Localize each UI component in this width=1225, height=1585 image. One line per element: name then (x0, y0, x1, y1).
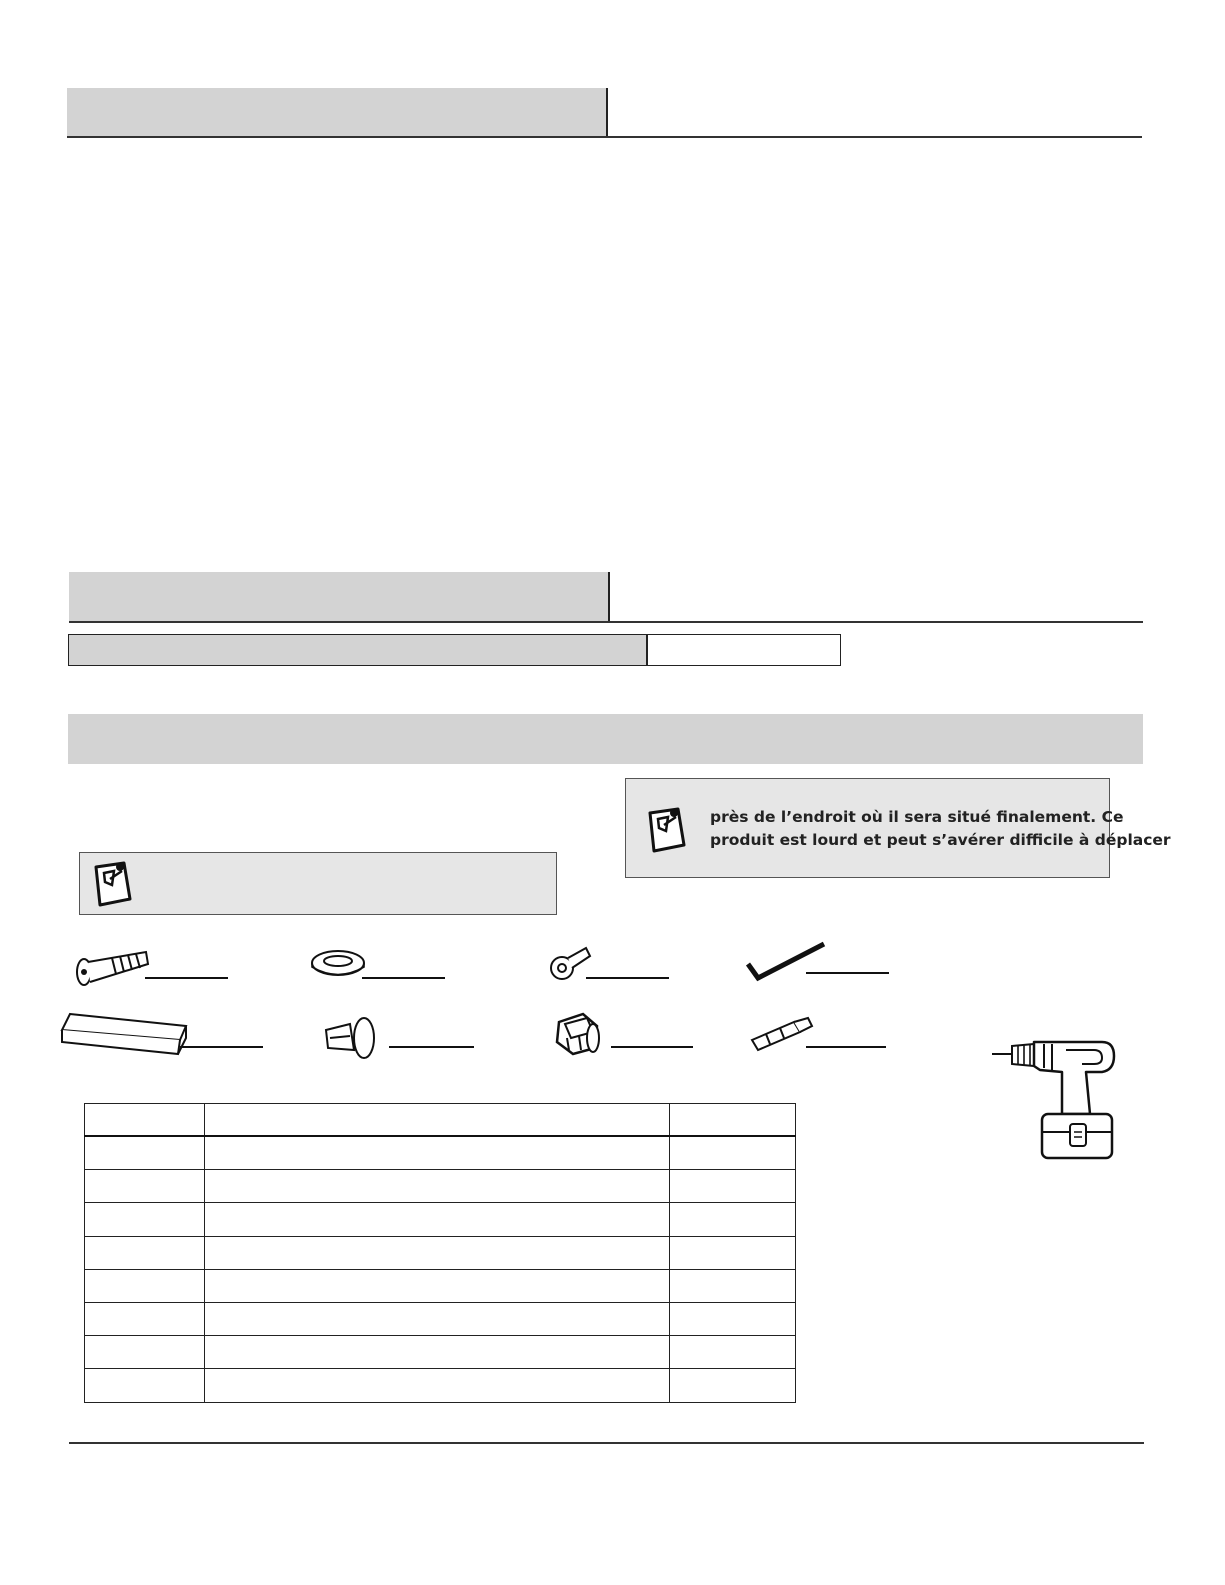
wood-block-icon (58, 1010, 188, 1054)
hardware-label-line-c (586, 977, 669, 979)
table-row (85, 1336, 796, 1369)
hardware-label-line-a (145, 977, 228, 979)
table-header-cell (85, 1104, 205, 1137)
section-header-bar-2 (69, 572, 609, 621)
table-cell (205, 1336, 670, 1369)
table-header-cell (205, 1104, 670, 1137)
hardware-table (84, 1103, 796, 1403)
table-cell (85, 1302, 205, 1335)
table-cell (205, 1236, 670, 1269)
table-cell (205, 1170, 670, 1203)
table-cell (205, 1369, 670, 1402)
table-cell (85, 1136, 205, 1170)
plastic-rivet-icon (320, 1014, 380, 1062)
table-cell (85, 1236, 205, 1269)
hardware-label-line-h (806, 1046, 886, 1048)
section-header-bar-1 (67, 88, 607, 136)
note-box-left (79, 852, 557, 915)
section-header-divider-1 (606, 88, 608, 137)
table-cell (85, 1336, 205, 1369)
table-cell (205, 1269, 670, 1302)
washer-icon (308, 948, 368, 978)
table-cell (205, 1136, 670, 1170)
table-cell (205, 1302, 670, 1335)
table-row (85, 1269, 796, 1302)
table-cell (670, 1170, 796, 1203)
leg-cap-icon (553, 1008, 605, 1060)
table-cell (670, 1136, 796, 1170)
note-right-line-1: près de l’endroit où il sera situé finalement. Ce (710, 808, 1124, 826)
screwdriver-bit-icon (746, 1014, 814, 1054)
table-cell (670, 1236, 796, 1269)
note-icon (90, 859, 136, 909)
hardware-label-line-e (180, 1046, 263, 1048)
table-cell (85, 1170, 205, 1203)
table-row (85, 1236, 796, 1269)
info-bar (68, 634, 841, 666)
hardware-label-line-d (806, 972, 889, 974)
table-cell (670, 1203, 796, 1236)
hardware-label-line-f (389, 1046, 474, 1048)
table-row (85, 1302, 796, 1335)
hardware-label-line-g (611, 1046, 693, 1048)
note-icon (644, 805, 690, 855)
table-cell (670, 1369, 796, 1402)
table-cell (670, 1336, 796, 1369)
table-cell (85, 1369, 205, 1402)
table-cell (85, 1203, 205, 1236)
hardware-label-line-b (362, 977, 445, 979)
allen-key-icon (744, 938, 828, 982)
hardware-section-banner (68, 714, 1143, 764)
info-bar-gray-cell (69, 635, 646, 665)
table-cell (205, 1203, 670, 1236)
table-cell (670, 1269, 796, 1302)
table-header-row (85, 1104, 796, 1137)
footer-rule (69, 1442, 1144, 1444)
table-cell (670, 1302, 796, 1335)
table-cell (85, 1269, 205, 1302)
section-header-rule-1 (67, 136, 1142, 138)
note-right-line-2: produit est lourd et peut s’avérer difficile à déplacer (710, 831, 1171, 849)
section-header-rule-2 (69, 621, 1143, 623)
section-header-divider-2 (608, 572, 610, 622)
table-header-cell (670, 1104, 796, 1137)
table-row (85, 1170, 796, 1203)
table-row (85, 1369, 796, 1402)
note-box-right (625, 778, 1171, 878)
power-drill-icon (990, 1036, 1120, 1160)
table-row (85, 1203, 796, 1236)
info-bar-divider (646, 635, 648, 665)
table-row (85, 1136, 796, 1170)
bolt-icon (72, 944, 152, 988)
